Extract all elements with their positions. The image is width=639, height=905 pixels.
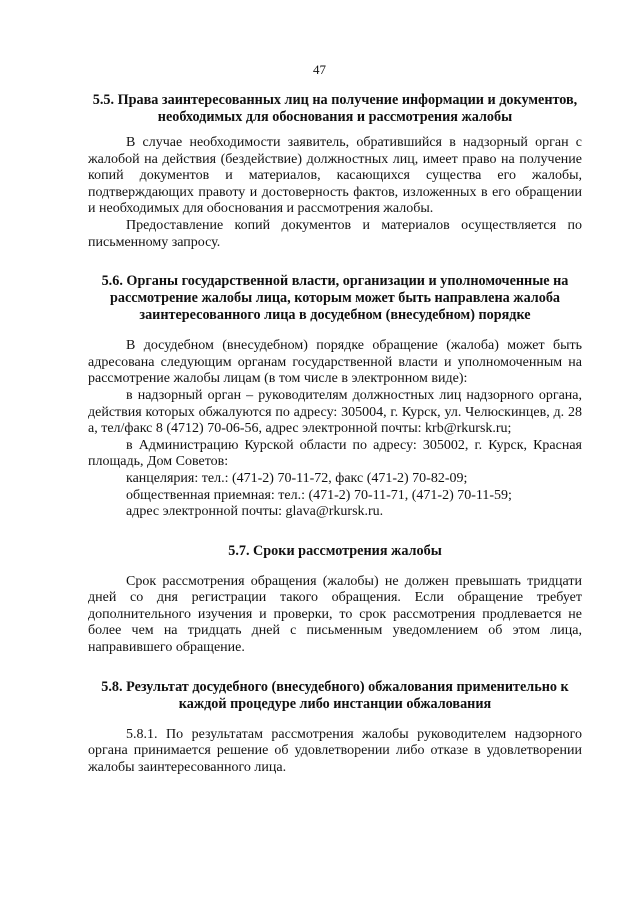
section-5-5-heading: 5.5. Права заинтересованных лиц на получение информации и документов, необходимых для обоснования и рассмотрения жалобы <box>92 92 578 125</box>
section-5-7-heading: 5.7. Сроки рассмотрения жалобы <box>228 542 442 559</box>
document-content <box>88 92 582 776</box>
section-5-6-reception-phone: общественная приемная: тел.: (471-2) 70-11-71, (471-2) 70-11-59; <box>126 487 512 503</box>
section-5-8-paragraph-1: 5.8.1. По результатам рассмотрения жалобы руководителем надзорного органа принимается решение об удовлетворении либо отказе в удовлетворении жалобы заинтересованного лица. <box>88 726 582 775</box>
page-number: 47 <box>313 62 326 77</box>
section-5-6-email: адрес электронной почты: glava@rkursk.ru. <box>126 504 384 520</box>
section-5-6-paragraph-2: в надзорный орган – руководителям должностных лиц надзорного органа, действия которых обжалуются по адресу: 305004, г. Курск, ул. Челюскинцев, д. 28 а, тел/факс 8 (4712) 70-06-56, адрес электронной почты: krb@rkursk.ru; <box>88 387 582 437</box>
section-5-6-office-phone: канцелярия: тел.: (471-2) 70-11-72, факс (471-2) 70-82-09; <box>126 470 468 486</box>
section-5-5-paragraph-1: В случае необходимости заявитель, обратившийся в надзорный орган с жалобой на действия (бездействие) должностных лиц, имеет право на получение копий документов и материалов, касающихся существа его жалобы, подтверждающих правоту и достоверность фактов, изложенных в его обращении и необходимых для обоснования и рассмотрения жалобы. <box>88 135 582 217</box>
section-5-6-paragraph-3: в Администрацию Курской области по адресу: 305002, г. Курск, Красная площадь, Дом Советов: <box>88 437 582 470</box>
section-5-6-heading: 5.6. Органы государственной власти, организации и уполномоченные на рассмотрение жалобы лица, которым может быть направлена жалоба заинтересованного лица в досудебном (внесудебном) порядке <box>101 273 569 324</box>
section-5-8-heading: 5.8. Результат досудебного (внесудебного) обжалования применительно к каждой процедуре либо инстанции обжалования <box>101 678 569 712</box>
section-5-5-paragraph-2: Предоставление копий документов и материалов осуществляется по письменному запросу. <box>88 217 582 250</box>
section-5-7-paragraph-1: Срок рассмотрения обращения (жалобы) не должен превышать тридцати дней со дня регистрации такого обращения. Если обращение требует дополнительного изучения и проверки, то срок рассмотрения продлевается не более чем на тридцать дней с письменным уведомлением об этом лица, направившего обращение. <box>88 573 582 656</box>
section-5-6-paragraph-1: В досудебном (внесудебном) порядке обращение (жалоба) может быть адресована следующим органам государственной власти и уполномоченным на рассмотрение жалобы лицам (в том числе в электронном виде): <box>88 338 582 387</box>
